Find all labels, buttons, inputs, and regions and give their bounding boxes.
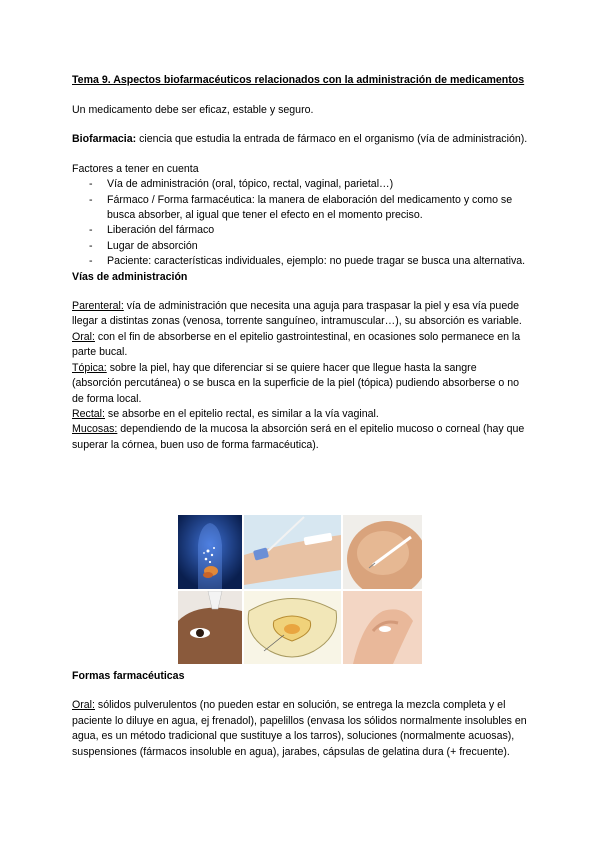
topical-cream-graphic bbox=[343, 591, 422, 664]
via-term: Mucosas: bbox=[72, 423, 118, 436]
via-topica bbox=[72, 361, 528, 407]
intro-paragraph: Un medicamento debe ser eficaz, estable y seguro. bbox=[72, 104, 314, 116]
via-term: Rectal: bbox=[72, 407, 105, 420]
via-text: dependiendo de la mucosa la absorción será en el epitelio mucoso o corneal (hay que superar la córnea, buen uso de forma farmacéutica). bbox=[72, 423, 525, 451]
via-text: se absorbe en el epitelio rectal, es similar a la vía vaginal. bbox=[104, 407, 379, 420]
via-text: con el fin de absorberse en el epitelio gastrointestinal, en ocasiones solo permanece en la parte bucal. bbox=[72, 330, 521, 359]
list-item: - Vía de administración (oral, tópico, rectal, vaginal, parietal…) bbox=[72, 177, 528, 192]
administration-routes-collage bbox=[178, 515, 422, 664]
via-mucosas bbox=[72, 422, 528, 453]
document-title: Tema 9. Aspectos biofarmacéuticos relacionados con la administración de medicamentos bbox=[72, 74, 525, 86]
factores-heading: Factores a tener en cuenta bbox=[72, 162, 199, 175]
via-term: Oral: bbox=[72, 330, 95, 343]
digestive-system-graphic bbox=[178, 515, 242, 589]
document-page bbox=[72, 73, 528, 453]
via-rectal bbox=[72, 407, 528, 422]
formas-section bbox=[72, 669, 528, 760]
biofarmacia-term: Biofarmacia: bbox=[72, 133, 137, 146]
rectal-diagram-image bbox=[244, 591, 341, 664]
via-term: Tópica: bbox=[72, 361, 107, 374]
list-item: - Lugar de absorción bbox=[72, 239, 528, 254]
vias-heading: Vías de administración bbox=[72, 270, 188, 283]
biofarmacia-definition: ciencia que estudia la entrada de fármaco en el organismo (vía de administración). bbox=[136, 133, 528, 146]
formas-oral-paragraph bbox=[72, 698, 528, 760]
iv-arm-graphic bbox=[244, 515, 341, 589]
intramuscular-injection-graphic bbox=[343, 515, 422, 589]
list-item: - Fármaco / Forma farmacéutica: la manera de elaboración del medicamento y como se busca absorber, al igual que tener el efecto en el momento preciso. bbox=[72, 193, 528, 224]
rectal-diagram-graphic bbox=[244, 591, 341, 664]
via-parenteral bbox=[72, 299, 528, 330]
formas-oral-term: Oral: bbox=[72, 699, 95, 712]
topical-cream-image bbox=[343, 591, 422, 664]
digestive-system-image bbox=[178, 515, 242, 589]
via-term: Parenteral: bbox=[72, 300, 124, 313]
list-item: - Liberación del fármaco bbox=[72, 223, 528, 238]
formas-heading: Formas farmacéuticas bbox=[72, 670, 185, 682]
eye-drops-graphic bbox=[178, 591, 242, 664]
via-oral bbox=[72, 330, 528, 361]
via-text: sobre la piel, hay que diferenciar si se quiere hacer que llegue hasta la sangre (absorción percutánea) o se busca en la superficie de la piel (tópica) pudiendo absorberse o no de forma local. bbox=[72, 361, 519, 405]
biofarmacia-paragraph bbox=[72, 132, 528, 147]
formas-oral-text: sólidos pulverulentos (no pueden estar en solución, se entrega la mezcla completa y el paciente lo diluye en agua, ej frenadol), papelillos (envasa los sólidos normalmente insolubles en agua, es un método tradicional que sustituye a los tarros), soluciones (normalmente acuosas), suspensiones (fármacos insoluble en agua), jarabes, cápsulas de gelatina dura (+ frecuente). bbox=[72, 699, 527, 758]
eye-drops-image bbox=[178, 591, 242, 664]
iv-arm-image bbox=[244, 515, 341, 589]
intramuscular-injection-image bbox=[343, 515, 422, 589]
factores-list bbox=[72, 177, 528, 269]
list-item: - Paciente: características individuales, ejemplo: no puede tragar se busca una alternativa. bbox=[72, 254, 528, 269]
via-text: vía de administración que necesita una aguja para traspasar la piel y esa vía puede llegar a distintas zonas (venosa, torrente sanguíneo, intramuscular…), su absorción es variable. bbox=[72, 300, 522, 328]
